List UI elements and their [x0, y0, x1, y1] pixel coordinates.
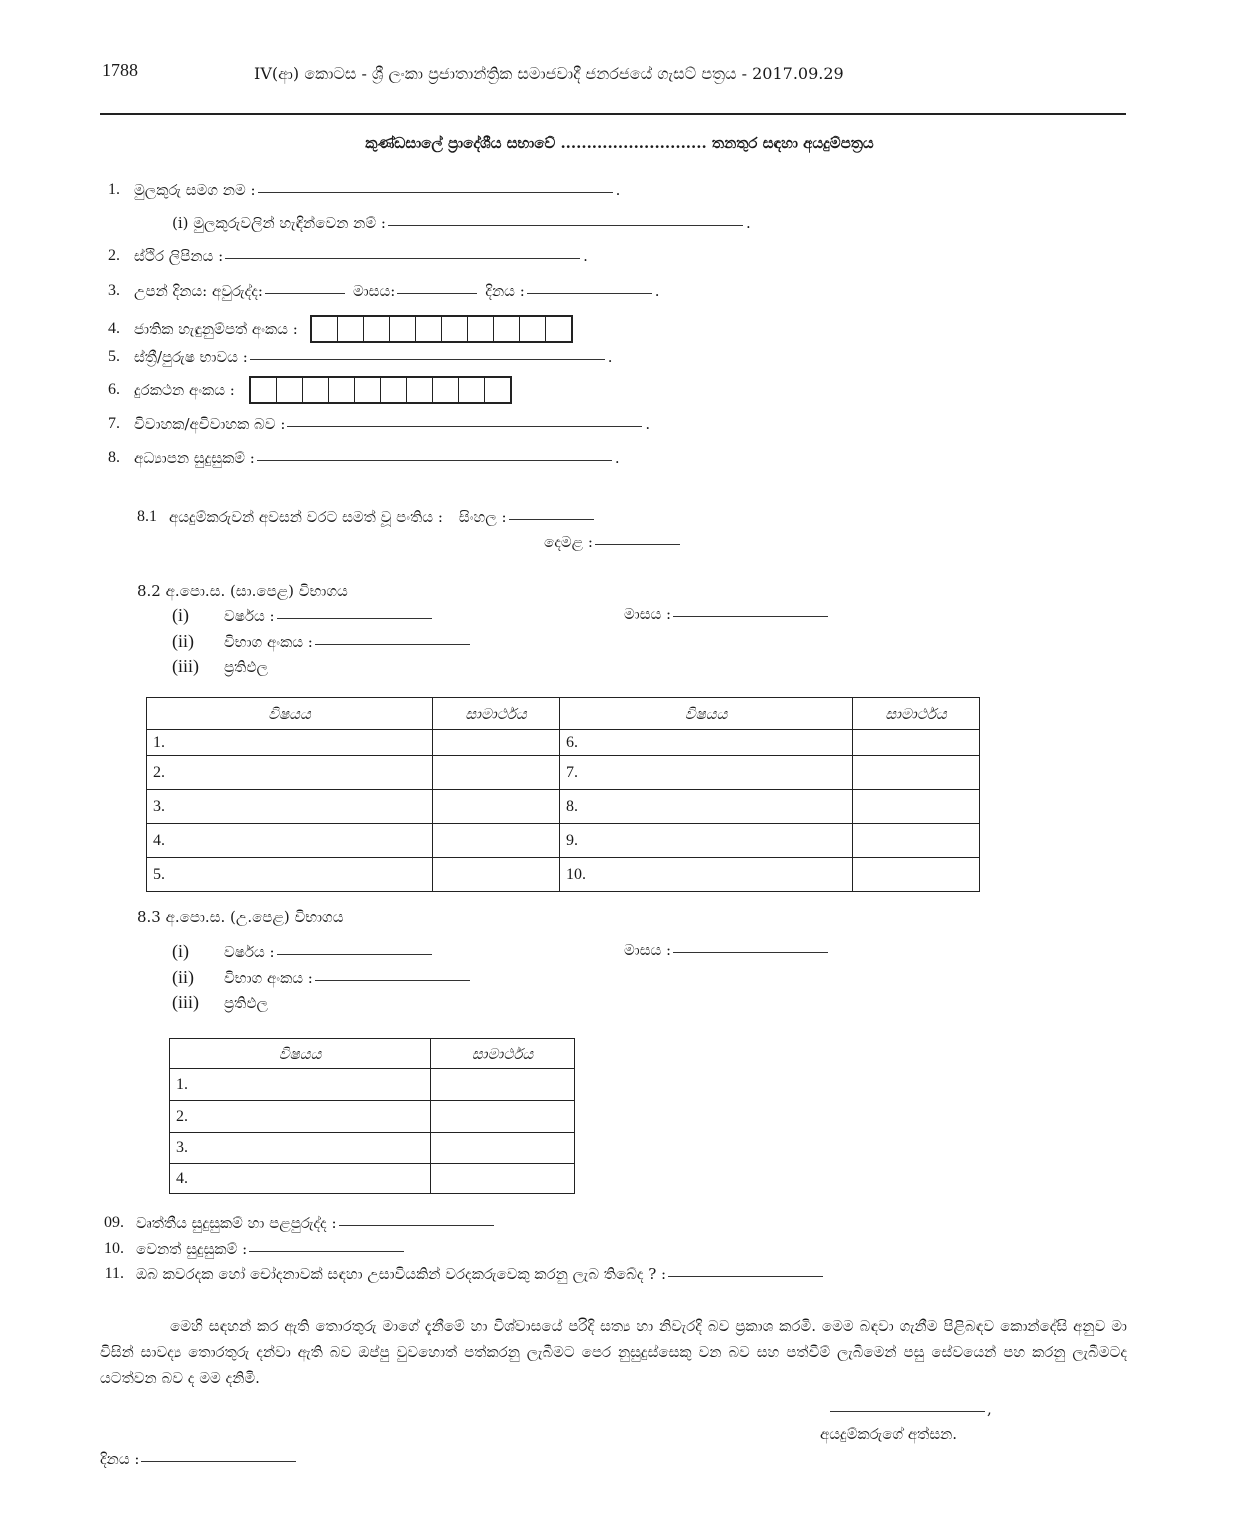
table-row: 3. 8. [147, 790, 980, 824]
field-date [100, 1450, 298, 1468]
ol-index-input[interactable] [315, 643, 470, 645]
field-name: 1. මුලකුරු සමග නම : . [108, 181, 621, 199]
field-address-label: ස්ථිර ලිපිනය : [134, 247, 224, 265]
field-address-input[interactable] [225, 257, 580, 259]
table-row: 1. [170, 1069, 575, 1101]
field-conviction-input[interactable] [668, 1275, 823, 1277]
field-conviction: 11. ඔබ කවරදක හෝ චෝදනාවක් සඳහා උසාවියකින් වරදකරුවෙකු කරනු ලැබ තිබේද ? : [100, 1265, 825, 1283]
al-index-label: විභාග අංකය : [224, 968, 313, 987]
field-education-input[interactable] [257, 459, 612, 461]
field-gender-label: ස්ත්‍රී/පුරුෂ භාවය : [134, 348, 248, 366]
field-nic: 4. ජාතික හැඳුනුම්පත් අංකය : [100, 315, 573, 343]
field-nic-label: ජාතික හැඳුනුම්පත් අංකය : [134, 320, 298, 338]
signature-input[interactable] [830, 1410, 985, 1412]
section-8-2-title: 8.2 අ.පො.ස. (සා.පෙළ) විභාගය [137, 582, 348, 600]
field-date-label: දිනය : [100, 1450, 140, 1468]
table-row: 2. 7. [147, 756, 980, 790]
section-8-1: 8.1 අයදුම්කරුවන් අවසන් වරට සමත් වූ පංතිය : සිංහල : [137, 508, 596, 526]
field-marital-input[interactable] [287, 425, 642, 427]
field-phone: 6. දුරකථන අංකය : [100, 376, 512, 404]
al-results-label: ප්‍රතිඵල [224, 993, 268, 1012]
section-8-3-title: 8.3 අ.පො.ස. (උ.පෙළ) විභාගය [137, 908, 344, 926]
field-conviction-label: ඔබ කවරදක හෝ චෝදනාවක් සඳහා උසාවියකින් වරදකරුවෙකු කරනු ලැබ තිබේද ? : [136, 1265, 667, 1283]
ol-index-label: විභාග අංකය : [224, 632, 313, 651]
field-education: 8. අධ්‍යාපන සුදුසුකම් : . [108, 449, 620, 467]
ol-results: (iii) ප්‍රතිඵල [172, 656, 268, 676]
field-professional: 09. වෘත්තීය සුදුසුකම් හා පළපුරුද්ද : [100, 1214, 496, 1232]
ol-results-table: විෂයය සාමාර්ථය විෂයය සාමාර්ථය 1. 6. 2. 7. 3. 8. 4. 9. 5. 10. [146, 697, 980, 892]
nic-number-boxes[interactable] [310, 315, 573, 343]
section-8-1-label: අයදුම්කරුවන් අවසන් වරට සමත් වූ පංතිය : [169, 508, 443, 526]
field-dob-year-label: උපන් දිනය: අවුරුද්ද: [134, 282, 263, 300]
al-index: (ii) විභාග අංකය : [172, 967, 472, 988]
field-dob-month-label: මාසය: [352, 282, 396, 300]
ol-year: (i) වර්ෂය : [172, 605, 434, 626]
table-row: 3. [170, 1133, 575, 1164]
field-phone-label: දුරකථන අංකය : [134, 381, 235, 399]
ol-index: (ii) විභාග අංකය : [172, 631, 472, 652]
tamil-grade-input[interactable] [595, 543, 680, 545]
field-dob-day-input[interactable] [527, 292, 652, 294]
field-gender-input[interactable] [250, 358, 605, 360]
al-month-input[interactable] [673, 951, 828, 953]
field-dob-month-input[interactable] [397, 292, 477, 294]
al-month-label: මාසය : [624, 941, 672, 959]
field-other-qual-label: වෙනත් සුදුසුකම් : [136, 1240, 248, 1258]
ol-results-label: ප්‍රතිඵල [224, 657, 268, 676]
field-dob-day-label: දිනය : [485, 282, 525, 300]
al-year: (i) වර්ෂය : [172, 941, 434, 962]
header-divider [100, 113, 1126, 115]
signature-label: අයදුම්කරුගේ අත්සන. [820, 1425, 958, 1443]
ol-month-label: මාසය : [624, 605, 672, 623]
field-name-input[interactable] [258, 191, 613, 193]
field-address: 2. ස්ථිර ලිපිනය : . [108, 247, 588, 265]
field-marital: 7. විවාහක/අවිවාහක බව : . [108, 415, 651, 433]
field-dob-year-input[interactable] [265, 292, 345, 294]
field-date-input[interactable] [141, 1460, 296, 1462]
field-name-label: මුලකුරු සමග නම : [134, 181, 256, 199]
field-dob: 3. උපන් දිනය: අවුරුද්ද: මාසය: දිනය : . [108, 282, 660, 300]
ol-month [624, 605, 830, 623]
field-initials-name-label: (i) මුලකුරුවලින් හැඳින්වෙන නම් : [172, 214, 386, 232]
field-other-qual-input[interactable] [249, 1250, 404, 1252]
field-professional-input[interactable] [339, 1224, 494, 1226]
table-row: 5. 10. [147, 858, 980, 892]
form-title: කුණ්ඩසාලේ ප්‍රාදේශීය සභාවේ ............................ තනතුර සඳහා අයදුම්පත්‍රය [365, 134, 874, 152]
al-year-label: වර්ෂය : [224, 942, 275, 961]
al-month [624, 941, 830, 959]
table-row: 4. 9. [147, 824, 980, 858]
page-number: 1788 [102, 60, 138, 80]
field-marital-label: විවාහක/අවිවාහක බව : [134, 415, 286, 433]
field-initials-name: (i) මුලකුරුවලින් හැඳින්වෙන නම් : . [172, 214, 751, 232]
sinhala-grade-label: සිංහල : [458, 508, 507, 526]
tamil-grade-label: දෙමළ : [544, 533, 593, 551]
al-year-input[interactable] [277, 953, 432, 955]
ol-year-input[interactable] [277, 617, 432, 619]
field-professional-label: වෘත්තීය සුදුසුකම් හා පළපුරුද්ද : [136, 1214, 337, 1232]
field-other-qual: 10. වෙනත් සුදුසුකම් : [100, 1240, 406, 1258]
al-results: (iii) ප්‍රතිඵල [172, 992, 268, 1012]
declaration-text: මෙහි සඳහන් කර ඇති තොරතුරු මාගේ දැනීමේ හා විශ්වාසයේ පරිදි සත්‍ය හා නිවැරදි බව ප්‍රකාශ කරමි. මෙම බඳවා ගැනීම පිළිබඳව කොන්දේසි අනුව මා විසින් සාවද්‍ය තොරතුරු දන්වා ඇති බව ඔප්පු වුවහොත් පත්කරනු ලැබීමට පෙර නුසුදුස්සෙකු වන බව සහ පත්වීම් ලැබීමෙන් පසු සේවයෙන් පහ කරනු ලැබීමටද යටත්වන බව ද මම දනිමි. [100, 1317, 1127, 1387]
ol-month-input[interactable] [673, 615, 828, 617]
al-results-table: විෂයය සාමාර්ථය 1. 2. 3. 4. [169, 1038, 575, 1194]
field-education-label: අධ්‍යාපන සුදුසුකම් : [134, 449, 255, 467]
field-gender: 5. ස්ත්‍රී/පුරුෂ භාවය : . [108, 348, 613, 366]
ol-year-label: වර්ෂය : [224, 606, 275, 625]
tamil-grade [544, 533, 682, 551]
gazette-title: IV(ආ) කොටස - ශ්‍රී ලංකා ප්‍රජාතාන්ත්‍රික සමාජවාදී ජනරජයේ ගැසට් පත්‍රය - 2017.09.29 [254, 64, 844, 83]
table-row: 4. [170, 1164, 575, 1194]
field-initials-name-input[interactable] [388, 224, 743, 226]
al-index-input[interactable] [315, 979, 470, 981]
signature-line: , [828, 1400, 992, 1418]
sinhala-grade-input[interactable] [509, 518, 594, 520]
table-row: 1. 6. [147, 730, 980, 756]
table-row: 2. [170, 1101, 575, 1133]
phone-number-boxes[interactable] [249, 376, 512, 404]
